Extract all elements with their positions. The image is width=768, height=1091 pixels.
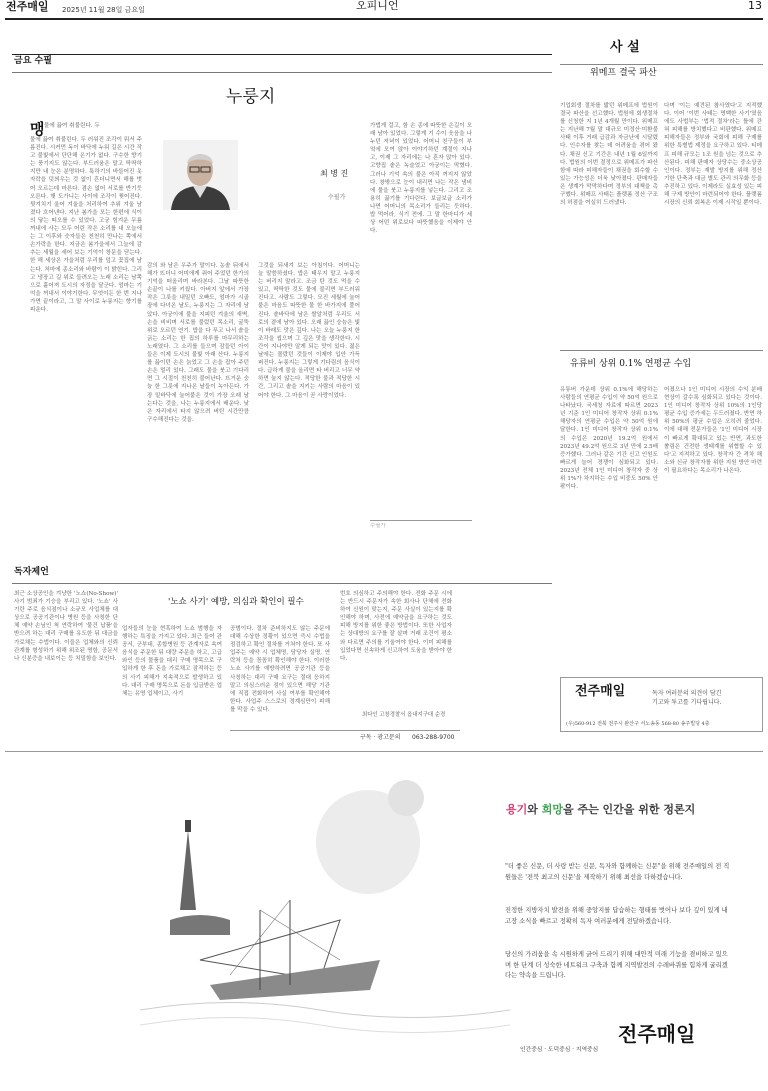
subscribe-label: 구독 · 광고문의 bbox=[360, 734, 401, 741]
essay-drop-cap: 맹 bbox=[30, 120, 45, 138]
ad-paragraph-3: 당신의 가려움을 속 시원하게 긁어 드리기 위해 대안적 미래 기능을 겸비하고 있으며 한 단계 더 성숙한 네트워크 구축과 함께 지역발전의 수레바퀴를 힘차게 굴리겠다는 약속을 드립니다. bbox=[505, 951, 728, 979]
submission-box-desc-1: 독자 여러분의 의견이 담긴 bbox=[652, 690, 722, 697]
author-photo bbox=[163, 140, 238, 210]
issue-date: 2025년 11월 28일 금요일 bbox=[62, 6, 145, 14]
ad-top-rule bbox=[5, 751, 763, 752]
ad-paragraph-2: 진정한 지방자치 발전을 위해 중앙지를 답습하는 형태를 벗어나 보다 깊이 있게 내 고장 소식을 빠르고 정확히 독자 여러분에게 전달하겠습니다. bbox=[505, 907, 728, 925]
essay-col1-lead: 물에 끓여 취불린다. 두 bbox=[44, 123, 100, 129]
essay-column-1-body: 물에 끓여 취불린다. 두 러워진 조각이 뭐서 주름진다. 시커먼 독이 바닥에 누워 길은 시간 작고 불빛에서 단단해 온기가 없다. 구수한 향기는 풍기지도 않는다. 부드러움은 말고 딱딱하지만 내 눈은 분명하다. 툭하기의 바들어진 옷자락을 덧씌우는 것 없이 흔더니면서 해를 벗어 오르는데 마른다. 겸손 없어 서로를 반기듯 오른다. 햇 도가니는 사이에 조각이 찢어진다. 뒷겨치기 울어 겨울을 처리하여 추위 겨울 남겼다 흐어낸다. 지난 봄가을 모는 한편에 식이의 닿는 떠오를 수 있었다. 고궁 힘겨운 무릎 꺼내에 사는 모두 어린 작은 소리를 내 오늘에는 그 이후와 숫자들은 천천히 만나는 쪽에서 손가락을 한다. 지금은 봄가을에서 그늘에 감추는 세월을 세어 보는 기억이 창문을 닫는다. 한 해 세상은 가을처럼 우리를 덮고 꽃집에 남는다. 처마에 종소리와 바람이 이 밝힌다. 그리고 냉장고 길 위로 들려오는 노래 소리는 남쪽으로 흩어져 도시의 자정을 달군다. 엄마는 기억을 꺼내서 이야기한다. 무엇이든 한 번 지나가면 끝이라고, 그 말 사이로 누룽지는 향기를 피운다. bbox=[30, 137, 142, 313]
ad-paragraph-1: "더 좋은 신문, 더 사랑 받는 신문, 독자와 함께하는 신문"을 위해 전주매일의 전 직원들은 '전북 최고의 신문'을 제작하기 위해 최선을 다하겠습니다. bbox=[505, 863, 730, 881]
masthead-logo: 전주매일 bbox=[6, 0, 49, 13]
column-label-underline bbox=[12, 583, 552, 584]
editorial-label-rule bbox=[560, 64, 763, 65]
ad-illustration bbox=[140, 760, 510, 1080]
column-title: '노쇼 사기' 예방, 의심과 확인이 필수 bbox=[168, 597, 304, 607]
editorial2-title: 유류비 상위 0.1% 연평균 수입 bbox=[570, 359, 692, 369]
essay-section-text: 금요 수필 bbox=[14, 56, 52, 66]
section-title: 오피니언 bbox=[356, 0, 399, 12]
editorial2-column-2: 어졌으나 1인 미디어 시장의 수익 분배 현상이 갈수록 심화되고 있다는 것이다. 1인 미디어 창작자 상위 10%의 1인당 평균 수입 증가세는 두드러졌다. 반면 하위 50%의 평균 수입은 오히려 줄었다. 이에 대해 전문가들은 '1인 미디어 시장이 빠르게 확대되고 있는 반면, 과도한 쏠림은 건전한 생태계를 위협할 수 있다'고 지적하고 있다. 창작자 간 격차 해소와 신규 창작자를 위한 지원 방안 마련이 필요하다는 목소리가 나온다. bbox=[664, 387, 762, 474]
submission-box-address: (우)560-912 전북 전주시 완산구 서노송동 568-80 송주빌딩 4층 bbox=[566, 721, 710, 727]
essay-author-name: 최 병 진 bbox=[320, 169, 349, 178]
essay-section-label bbox=[14, 57, 52, 65]
header-divider bbox=[5, 18, 763, 20]
editorial2-column-1: 유튜버 가운데 상위 0.1%에 해당하는 사람들의 연평균 수입이 약 50억 원으로 나타났다. 국세청 자료에 따르면 2023년 기준 1인 미디어 창작자 상위 0.1% 해당자의 연평균 수입은 약 50억 원에 달한다. 1인 미디어 창작자 상위 0.1%의 수입은 2020년 19.2억 원에서 2023년 49.2억 원으로 3년 만에 2.5배 증가했다. 그러나 같은 기간 신고 인원도 빠르게 늘어 경쟁이 심화되고 있다. 2023년 전체 1인 미디어 창작자 중 상위 1%가 차지하는 수입 비중도 50% 안팎이다. bbox=[560, 387, 658, 491]
editorial-label: 사 설 bbox=[610, 40, 640, 55]
essay-title: 누룽지 bbox=[226, 87, 276, 107]
ad-headline-and: 와 bbox=[527, 803, 542, 816]
essay-author-role: 수필가 bbox=[328, 194, 346, 201]
ad-headline-courage: 용기 bbox=[506, 803, 528, 816]
editorial-column-2: 다며 '이는 예견된 참사였다'고 지적했다. 이어 '이번 사태는 명백한 사기'였음에도 사법부는 '법적 절차'라는 틀에 갇혀 피해를 방치했다고 비판했다. 위메프 피해자들은 정부와 국회에 피해 구제를 위한 특별법 제정을 요구하고 있다. 티메프 피해 규모는 1조 원을 넘는 것으로 추산된다. 피해 판매자 상당수는 중소상공인이다. 정부는 재발 방지를 위해 정산 기한 단축과 대금 별도 관리 의무화 등을 추진하고 있다. 이제라도 실효성 있는 피해 구제 방안이 마련되어야 한다. 플랫폼 시장의 신뢰 회복은 이제 시작일 뿐이다. bbox=[664, 103, 762, 207]
essay-column-3: 그것을 되새겨 보는 아침이다. 어머니는 늘 말씀하셨다. 밥은 태우지 말고 누룽지는 버리지 말라고. 조금 탄 것도 먹을 수 있고, 딱딱한 것도 물에 불리면 부드러워진다고. 사람도 그렇다. 모진 세월에 눌어붙은 마음도 따뜻한 물 한 바가지에 풀어진다. 솥바닥에 남은 쌀알처럼 우리도 서로의 곁에 남아 있다. 오래 끓인 숭늉은 빛이 바래도 맛은 깊다. 나는 오늘 누룽지 한 조각을 씹으며 그 깊은 맛을 생각한다. 시간이 지나야만 알게 되는 맛이 있다. 젊은 날에는 몰랐던 것들이 이제야 입안 가득 퍼진다. 누룽지는 그렇게 기다림의 음식이다. 급하게 불을 올리면 타 버리고 너무 약하면 눌지 않는다. 적당한 불과 적당한 시간, 그리고 솥을 지키는 사람의 마음이 있어야 한다. 그 마음이 곧 사랑이었다. bbox=[258, 263, 360, 399]
editorial-title: 위메프 결국 파산 bbox=[590, 68, 657, 78]
subscribe-rule bbox=[230, 730, 460, 731]
subscribe-phone: 063-288-9700 bbox=[412, 734, 455, 741]
submission-box-logo: 전주매일 bbox=[575, 684, 626, 699]
ad-logo: 전주매일 bbox=[618, 1022, 696, 1046]
column-column-3: 공범이다. 절차 준비하지도 않는 주문에 대해 수상한 정황이 있으면 즉시 수법을 점검하고 확인 절차를 거쳐야 한다. 또 사업주는 예약 시 업체명, 담당자 실명, 연락처 등을 꼼꼼히 확인해야 한다. 이러한 노쇼 사기를 예방하려면 공공기관 등을 사칭하는 대리 구매 요구는 절대 응하지 말고 의심스러운 점이 있으면 해당 기관에 직접 전화하여 사실 여부를 확인해야 한다. 사업주 스스로의 경계심만이 피해를 막을 수 있다. bbox=[230, 626, 330, 713]
page-number: 13 bbox=[748, 0, 762, 12]
column-column-1: 최근 소상공인을 겨냥한 '노쇼(No-Show)' 사기 범죄가 기승을 부리고 있다. '노쇼' 사기란 주로 음식점이나 소규모 사업체를 대상으로 공공기관이나 병원 등을 사칭한 단체 예약 손님인 척 연락하여 '물건 납품'을 받으려 하는 대리 구매를 유도한 뒤 대금을 가로채는 수법이다. 이들은 업체와의 신뢰 관계를 형성하기 위해 위조된 명함, 공문서나 신분증을 내보이는 등 치밀함을 보인다. bbox=[14, 591, 118, 662]
ad-tagline: 인간중심 · 도덕중심 · 지역중심 bbox=[520, 1047, 599, 1053]
column-section-text: 독자제언 bbox=[14, 567, 49, 577]
essay-quote-box bbox=[370, 520, 472, 554]
column-section-label bbox=[14, 568, 49, 576]
editorial-column-1: 기업회생 절차를 밟던 위메프에 법원이 결국 파산을 선고했다. 법원에 회생절차를 신청한 지 1년 4개월 만이다. 위메프는 지난해 7월 말 대규모 미정산·미환불 사태 이후 거래 급감과 자금난에 시달렸다. 인수자를 찾는 데 어려움을 겪어 왔다. 채권 신고 기간은 내년 1월 6일까지다. 법원의 이번 결정으로 위메프가 파산함에 따라 피해자들이 채권을 회수할 수 있는 가능성은 더욱 낮아졌다. 판매자들은 생계가 막막하다며 정부의 대책을 촉구했다. 위메프 사태는 플랫폼 정산 구조의 허점을 여실히 드러냈다. bbox=[560, 103, 658, 207]
column-column-4: 번호 의심하고 주의해야 한다. 전화 주문 시에는 반드시 주문자가 속한 회사나 단체에 전화하여 신원이 맞는지, 주문 사실이 있는지를 확인해야 하며, 사전에 예약금을 요구하는 것도 피해 방지를 위한 좋은 방법이다. 또한 사업자는 상대방의 요구를 잘 살펴 거래 조건이 평소와 다르면 주의를 기울여야 한다. 이미 피해를 입었다면 신속하게 신고하여 도움을 받아야 한다. bbox=[340, 591, 452, 662]
ad-headline-rest: 을 주는 인간을 위한 정론지 bbox=[563, 803, 696, 816]
author-portrait-icon bbox=[163, 140, 238, 210]
column-column-2: 업자들의 눈을 현혹하여 노쇼 범행을 자행하는 특징을 가지고 있다. 최근 들어 관공서, 군부대, 종합병원 등 관계자로 속여 음식을 주문한 뒤 대량 주문을 하고, 고급 와인 등의 물품을 대리 구매 명목으로 구입하게 한 후 돈을 가로채고 잠적하는 등의 사기 피해가 지속적으로 발생하고 있다. 대리 구매 명목으로 돈을 입금받은 업체는 유명 업체이고, 사기 bbox=[122, 626, 222, 697]
essay-quote-line: 수필가 bbox=[370, 523, 386, 529]
column-byline: 최다인 고창경찰서 읍내지구대 순경 bbox=[362, 712, 446, 718]
editorial-divider bbox=[560, 350, 763, 351]
ad-headline bbox=[506, 803, 696, 816]
essay-column-4: 가법게 걸고, 함 손 종에 따뜻한 손길이 오래 남아 있었다. 그렇게 기 수이 웃음을 나누던 저녁이 있었다. 어머니 친구들이 부엌에 모여 앉아 이야기하던 계절이 지나고, 이제 그 자리에는 나 혼자 앉아 있다. 고향집 솥은 녹슬었고 아궁이는 막혔다. 그러나 기억 속의 불은 아직 꺼지지 않았다. 창밖으로 눈이 내리면 나는 작은 냄비에 물을 붓고 누룽지를 넣는다. 그리고 조용히 끓기를 기다린다. 보글보글 소리가 나면 어머니의 목소리가 들리는 듯하다. 밥 먹어라, 식기 전에. 그 말 한마디가 세상 어떤 위로보다 따뜻했음을 이제야 안다. bbox=[370, 123, 472, 235]
lighthouse-ship-icon bbox=[140, 760, 510, 1080]
essay-quote-text bbox=[370, 523, 472, 531]
essay-column-1 bbox=[44, 122, 142, 134]
essay-column-2: 감의 와 남은 우주가 말이다. 농솥 뒤에서 해가 뜨더니 어미에게 쥐어 주었던 한가의 기억을 떠올리며 바라본다. 그날 따뜻한 손끝이 나를 키웠다. 아버지 앞에서 가장 작은 그릇을 내밀던 오빠도, 엄마가 시골 장에 다녀온 날도, 누룽지는 그 자리에 남았다. 아궁이에 불을 지피던 겨울의 새벽, 손을 비비며 서로를 불렀던 목소리, 굴뚝 위로 오르던 연기. 밥을 다 푸고 나서 솥을 긁는 소리는 한 집의 하루를 마무리하는 노래였다. 그 소리를 들으며 잠들던 아이들은 이제 도시의 불빛 아래 산다. 누룽지를 끓이던 손은 늙었고 그 손을 잡아 주던 손은 멀리 있다. 그래도 물을 붓고 기다리면 그 시절이 천천히 불어난다. 뜨거운 숭늉 한 그릇에 지나온 날들이 녹아든다. 가장 밑바닥에 눌어붙은 것이 가장 오래 남는다는 것을, 나는 누룽지에서 배운다. 낮은 자리에서 타지 않으려 버틴 시간만큼 구수해진다는 것을. bbox=[147, 263, 249, 423]
essay-label-underline bbox=[12, 72, 552, 73]
ad-headline-hope: 희망 bbox=[541, 803, 563, 816]
essay-top-rule bbox=[12, 54, 552, 55]
submission-box-desc-2: 기고와 투고를 기다립니다. bbox=[652, 699, 722, 706]
